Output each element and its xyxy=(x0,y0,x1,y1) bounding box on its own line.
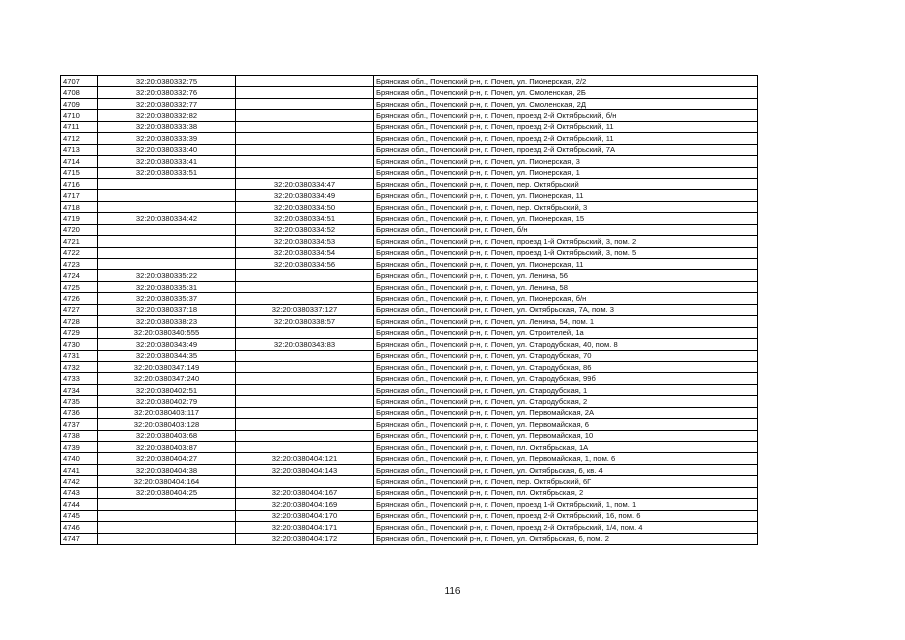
cadastral-number-cell: 32:20:0380332:82 xyxy=(98,110,236,121)
cadastral-register-table xyxy=(60,75,758,545)
object-cadastral-number-cell: 32:20:0380334:47 xyxy=(236,178,374,189)
object-cadastral-number-cell xyxy=(236,133,374,144)
cadastral-number-cell: 32:20:0380344:35 xyxy=(98,350,236,361)
object-cadastral-number-cell xyxy=(236,327,374,338)
address-cell: Брянская обл., Почепский р-н, г. Почеп, ул. Пионерская, 11 xyxy=(374,190,758,201)
row-number-cell: 4730 xyxy=(61,339,98,350)
cadastral-number-cell: 32:20:0380347:240 xyxy=(98,373,236,384)
table-row xyxy=(61,499,758,510)
address-cell: Брянская обл., Почепский р-н, г. Почеп, ул. Пионерская, 2/2 xyxy=(374,76,758,87)
row-number-cell: 4723 xyxy=(61,259,98,270)
row-number-cell: 4740 xyxy=(61,453,98,464)
table-row xyxy=(61,419,758,430)
row-number-cell: 4738 xyxy=(61,430,98,441)
object-cadastral-number-cell xyxy=(236,293,374,304)
row-number-cell: 4716 xyxy=(61,178,98,189)
address-cell: Брянская обл., Почепский р-н, г. Почеп, проезд 2-й Октябрьский, 7А xyxy=(374,144,758,155)
cadastral-number-cell xyxy=(98,190,236,201)
row-number-cell: 4709 xyxy=(61,98,98,109)
object-cadastral-number-cell xyxy=(236,373,374,384)
address-cell: Брянская обл., Почепский р-н, г. Почеп, ул. Октябрьская, 6, кв. 4 xyxy=(374,464,758,475)
table-row xyxy=(61,522,758,533)
object-cadastral-number-cell: 32:20:0380404:172 xyxy=(236,533,374,544)
object-cadastral-number-cell xyxy=(236,121,374,132)
table-row xyxy=(61,293,758,304)
cadastral-number-cell: 32:20:0380404:27 xyxy=(98,453,236,464)
cadastral-number-cell xyxy=(98,522,236,533)
address-cell: Брянская обл., Почепский р-н, г. Почеп, ул. Пионерская, б/н xyxy=(374,293,758,304)
row-number-cell: 4747 xyxy=(61,533,98,544)
object-cadastral-number-cell: 32:20:0380334:50 xyxy=(236,201,374,212)
object-cadastral-number-cell xyxy=(236,419,374,430)
cadastral-number-cell: 32:20:0380333:41 xyxy=(98,156,236,167)
object-cadastral-number-cell xyxy=(236,270,374,281)
cadastral-number-cell: 32:20:0380403:128 xyxy=(98,419,236,430)
object-cadastral-number-cell xyxy=(236,476,374,487)
table-row xyxy=(61,304,758,315)
address-cell: Брянская обл., Почепский р-н, г. Почеп, ул. Строителей, 1а xyxy=(374,327,758,338)
cadastral-number-cell: 32:20:0380404:38 xyxy=(98,464,236,475)
row-number-cell: 4734 xyxy=(61,384,98,395)
page-number: 116 xyxy=(444,586,461,597)
row-number-cell: 4746 xyxy=(61,522,98,533)
table-row xyxy=(61,178,758,189)
table-row xyxy=(61,76,758,87)
address-cell: Брянская обл., Почепский р-н, г. Почеп, ул. Ленина, 54, пом. 1 xyxy=(374,316,758,327)
table-row xyxy=(61,430,758,441)
address-cell: Брянская обл., Почепский р-н, г. Почеп, проезд 1-й Октябрьский, 1, пом. 1 xyxy=(374,499,758,510)
table-row xyxy=(61,361,758,372)
table-row xyxy=(61,144,758,155)
address-cell: Брянская обл., Почепский р-н, г. Почеп, ул. Первомайская, 2А xyxy=(374,407,758,418)
table-row xyxy=(61,316,758,327)
table-row xyxy=(61,190,758,201)
row-number-cell: 4729 xyxy=(61,327,98,338)
table-row xyxy=(61,247,758,258)
object-cadastral-number-cell xyxy=(236,361,374,372)
row-number-cell: 4727 xyxy=(61,304,98,315)
table-row xyxy=(61,224,758,235)
object-cadastral-number-cell xyxy=(236,396,374,407)
cadastral-number-cell xyxy=(98,224,236,235)
cadastral-number-cell: 32:20:0380332:77 xyxy=(98,98,236,109)
row-number-cell: 4745 xyxy=(61,510,98,521)
object-cadastral-number-cell xyxy=(236,76,374,87)
cadastral-number-cell xyxy=(98,533,236,544)
address-cell: Брянская обл., Почепский р-н, г. Почеп, проезд 2-й Октябрьский, 1/4, пом. 4 xyxy=(374,522,758,533)
table-row xyxy=(61,384,758,395)
cadastral-number-cell: 32:20:0380402:51 xyxy=(98,384,236,395)
address-cell: Брянская обл., Почепский р-н, г. Почеп, ул. Пионерская, 1 xyxy=(374,167,758,178)
address-cell: Брянская обл., Почепский р-н, г. Почеп, ул. Стародубская, 99б xyxy=(374,373,758,384)
address-cell: Брянская обл., Почепский р-н, г. Почеп, ул. Первомайская, 6 xyxy=(374,419,758,430)
cadastral-number-cell: 32:20:0380332:75 xyxy=(98,76,236,87)
address-cell: Брянская обл., Почепский р-н, г. Почеп, проезд 2-й Октябрьский, 16, пом. 6 xyxy=(374,510,758,521)
address-cell: Брянская обл., Почепский р-н, г. Почеп, б/н xyxy=(374,224,758,235)
table-row xyxy=(61,533,758,544)
row-number-cell: 4714 xyxy=(61,156,98,167)
object-cadastral-number-cell: 32:20:0380338:57 xyxy=(236,316,374,327)
cadastral-number-cell: 32:20:0380333:51 xyxy=(98,167,236,178)
object-cadastral-number-cell: 32:20:0380334:54 xyxy=(236,247,374,258)
row-number-cell: 4724 xyxy=(61,270,98,281)
row-number-cell: 4707 xyxy=(61,76,98,87)
address-cell: Брянская обл., Почепский р-н, г. Почеп, ул. Первомайская, 10 xyxy=(374,430,758,441)
address-cell: Брянская обл., Почепский р-н, г. Почеп, проезд 2-й Октябрьский, б/н xyxy=(374,110,758,121)
address-cell: Брянская обл., Почепский р-н, г. Почеп, ул. Стародубская, 86 xyxy=(374,361,758,372)
table-row xyxy=(61,98,758,109)
address-cell: Брянская обл., Почепский р-н, г. Почеп, ул. Пионерская, 3 xyxy=(374,156,758,167)
object-cadastral-number-cell xyxy=(236,384,374,395)
table-row xyxy=(61,407,758,418)
object-cadastral-number-cell: 32:20:0380334:56 xyxy=(236,259,374,270)
table-body xyxy=(61,76,758,545)
object-cadastral-number-cell: 32:20:0380404:121 xyxy=(236,453,374,464)
object-cadastral-number-cell: 32:20:0380337:127 xyxy=(236,304,374,315)
table-row xyxy=(61,453,758,464)
row-number-cell: 4718 xyxy=(61,201,98,212)
table-row xyxy=(61,201,758,212)
address-cell: Брянская обл., Почепский р-н, г. Почеп, ул. Первомайская, 1, пом. 6 xyxy=(374,453,758,464)
cadastral-number-cell xyxy=(98,236,236,247)
row-number-cell: 4731 xyxy=(61,350,98,361)
table-row xyxy=(61,133,758,144)
cadastral-number-cell: 32:20:0380335:22 xyxy=(98,270,236,281)
object-cadastral-number-cell xyxy=(236,407,374,418)
table-row xyxy=(61,259,758,270)
cadastral-number-cell: 32:20:0380332:76 xyxy=(98,87,236,98)
cadastral-number-cell: 32:20:0380333:38 xyxy=(98,121,236,132)
row-number-cell: 4722 xyxy=(61,247,98,258)
object-cadastral-number-cell: 32:20:0380334:52 xyxy=(236,224,374,235)
table-row xyxy=(61,281,758,292)
address-cell: Брянская обл., Почепский р-н, г. Почеп, пер. Октябрьский, 6Г xyxy=(374,476,758,487)
cadastral-number-cell: 32:20:0380347:149 xyxy=(98,361,236,372)
cadastral-number-cell xyxy=(98,247,236,258)
table-row xyxy=(61,121,758,132)
table-row xyxy=(61,167,758,178)
cadastral-number-cell: 32:20:0380403:68 xyxy=(98,430,236,441)
table-row xyxy=(61,270,758,281)
address-cell: Брянская обл., Почепский р-н, г. Почеп, ул. Октябрьская, 7А, пом. 3 xyxy=(374,304,758,315)
cadastral-number-cell: 32:20:0380402:79 xyxy=(98,396,236,407)
address-cell: Брянская обл., Почепский р-н, г. Почеп, ул. Стародубская, 1 xyxy=(374,384,758,395)
table-row xyxy=(61,327,758,338)
object-cadastral-number-cell xyxy=(236,156,374,167)
table-row xyxy=(61,464,758,475)
row-number-cell: 4736 xyxy=(61,407,98,418)
table-row xyxy=(61,396,758,407)
object-cadastral-number-cell xyxy=(236,144,374,155)
table-row xyxy=(61,350,758,361)
object-cadastral-number-cell xyxy=(236,350,374,361)
cadastral-number-cell: 32:20:0380335:31 xyxy=(98,281,236,292)
row-number-cell: 4735 xyxy=(61,396,98,407)
object-cadastral-number-cell: 32:20:0380334:51 xyxy=(236,213,374,224)
object-cadastral-number-cell: 32:20:0380404:143 xyxy=(236,464,374,475)
table-row xyxy=(61,373,758,384)
row-number-cell: 4728 xyxy=(61,316,98,327)
address-cell: Брянская обл., Почепский р-н, г. Почеп, ул. Стародубская, 70 xyxy=(374,350,758,361)
cadastral-number-cell xyxy=(98,510,236,521)
address-cell: Брянская обл., Почепский р-н, г. Почеп, ул. Стародубская, 2 xyxy=(374,396,758,407)
row-number-cell: 4720 xyxy=(61,224,98,235)
table-row xyxy=(61,110,758,121)
address-cell: Брянская обл., Почепский р-н, г. Почеп, ул. Стародубская, 40, пом. 8 xyxy=(374,339,758,350)
row-number-cell: 4742 xyxy=(61,476,98,487)
cadastral-number-cell xyxy=(98,201,236,212)
object-cadastral-number-cell xyxy=(236,167,374,178)
object-cadastral-number-cell: 32:20:0380343:83 xyxy=(236,339,374,350)
cadastral-number-cell: 32:20:0380340:555 xyxy=(98,327,236,338)
cadastral-number-cell: 32:20:0380404:25 xyxy=(98,487,236,498)
object-cadastral-number-cell xyxy=(236,110,374,121)
address-cell: Брянская обл., Почепский р-н, г. Почеп, проезд 1-й Октябрьский, 3, пом. 2 xyxy=(374,236,758,247)
row-number-cell: 4712 xyxy=(61,133,98,144)
row-number-cell: 4708 xyxy=(61,87,98,98)
cadastral-number-cell: 32:20:0380403:117 xyxy=(98,407,236,418)
table-row xyxy=(61,213,758,224)
row-number-cell: 4713 xyxy=(61,144,98,155)
object-cadastral-number-cell xyxy=(236,281,374,292)
cadastral-number-cell: 32:20:0380337:18 xyxy=(98,304,236,315)
row-number-cell: 4743 xyxy=(61,487,98,498)
address-cell: Брянская обл., Почепский р-н, г. Почеп, ул. Пионерская, 11 xyxy=(374,259,758,270)
address-cell: Брянская обл., Почепский р-н, г. Почеп, ул. Смоленская, 2Б xyxy=(374,87,758,98)
cadastral-number-cell: 32:20:0380334:42 xyxy=(98,213,236,224)
object-cadastral-number-cell xyxy=(236,98,374,109)
cadastral-number-cell xyxy=(98,259,236,270)
cadastral-number-cell xyxy=(98,499,236,510)
row-number-cell: 4737 xyxy=(61,419,98,430)
address-cell: Брянская обл., Почепский р-н, г. Почеп, пер. Октябрьский xyxy=(374,178,758,189)
table-row xyxy=(61,87,758,98)
row-number-cell: 4726 xyxy=(61,293,98,304)
cadastral-number-cell: 32:20:0380333:40 xyxy=(98,144,236,155)
address-cell: Брянская обл., Почепский р-н, г. Почеп, проезд 2-й Октябрьский, 11 xyxy=(374,121,758,132)
row-number-cell: 4710 xyxy=(61,110,98,121)
object-cadastral-number-cell: 32:20:0380334:49 xyxy=(236,190,374,201)
cadastral-number-cell xyxy=(98,178,236,189)
row-number-cell: 4732 xyxy=(61,361,98,372)
row-number-cell: 4719 xyxy=(61,213,98,224)
row-number-cell: 4717 xyxy=(61,190,98,201)
address-cell: Брянская обл., Почепский р-н, г. Почеп, ул. Ленина, 56 xyxy=(374,270,758,281)
table-row xyxy=(61,476,758,487)
table-row xyxy=(61,236,758,247)
object-cadastral-number-cell: 32:20:0380404:170 xyxy=(236,510,374,521)
cadastral-number-cell: 32:20:0380404:164 xyxy=(98,476,236,487)
object-cadastral-number-cell: 32:20:0380404:169 xyxy=(236,499,374,510)
address-cell: Брянская обл., Почепский р-н, г. Почеп, пл. Октябрьская, 1А xyxy=(374,442,758,453)
object-cadastral-number-cell xyxy=(236,87,374,98)
cadastral-number-cell: 32:20:0380343:49 xyxy=(98,339,236,350)
table-row xyxy=(61,442,758,453)
address-cell: Брянская обл., Почепский р-н, г. Почеп, ул. Ленина, 58 xyxy=(374,281,758,292)
object-cadastral-number-cell: 32:20:0380334:53 xyxy=(236,236,374,247)
object-cadastral-number-cell: 32:20:0380404:167 xyxy=(236,487,374,498)
row-number-cell: 4715 xyxy=(61,167,98,178)
table-row xyxy=(61,510,758,521)
row-number-cell: 4741 xyxy=(61,464,98,475)
object-cadastral-number-cell xyxy=(236,442,374,453)
row-number-cell: 4739 xyxy=(61,442,98,453)
row-number-cell: 4721 xyxy=(61,236,98,247)
table-row xyxy=(61,339,758,350)
object-cadastral-number-cell xyxy=(236,430,374,441)
cadastral-number-cell: 32:20:0380333:39 xyxy=(98,133,236,144)
address-cell: Брянская обл., Почепский р-н, г. Почеп, проезд 1-й Октябрьский, 3, пом. 5 xyxy=(374,247,758,258)
cadastral-number-cell: 32:20:0380338:23 xyxy=(98,316,236,327)
table-row xyxy=(61,487,758,498)
row-number-cell: 4733 xyxy=(61,373,98,384)
address-cell: Брянская обл., Почепский р-н, г. Почеп, пер. Октябрьский, 3 xyxy=(374,201,758,212)
object-cadastral-number-cell: 32:20:0380404:171 xyxy=(236,522,374,533)
address-cell: Брянская обл., Почепский р-н, г. Почеп, проезд 2-й Октябрьский, 11 xyxy=(374,133,758,144)
row-number-cell: 4725 xyxy=(61,281,98,292)
cadastral-number-cell: 32:20:0380335:37 xyxy=(98,293,236,304)
address-cell: Брянская обл., Почепский р-н, г. Почеп, ул. Смоленская, 2Д xyxy=(374,98,758,109)
table-row xyxy=(61,156,758,167)
cadastral-number-cell: 32:20:0380403:87 xyxy=(98,442,236,453)
address-cell: Брянская обл., Почепский р-н, г. Почеп, ул. Октябрьская, 6, пом. 2 xyxy=(374,533,758,544)
address-cell: Брянская обл., Почепский р-н, г. Почеп, ул. Пионерская, 15 xyxy=(374,213,758,224)
row-number-cell: 4711 xyxy=(61,121,98,132)
address-cell: Брянская обл., Почепский р-н, г. Почеп, пл. Октябрьская, 2 xyxy=(374,487,758,498)
row-number-cell: 4744 xyxy=(61,499,98,510)
